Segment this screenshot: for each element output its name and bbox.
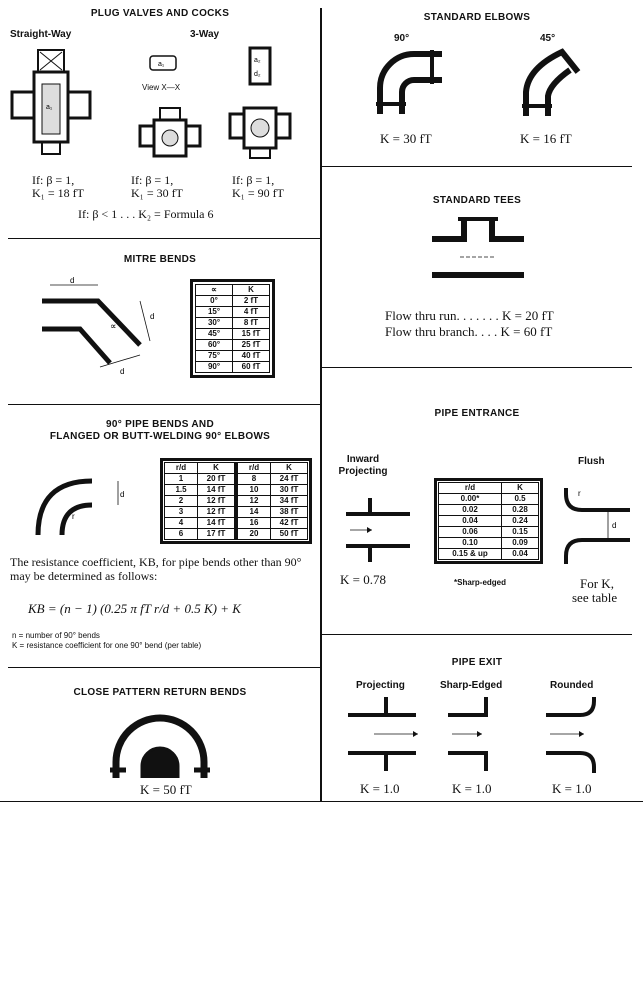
pipe-bends-right-cell: 50 fT xyxy=(271,529,308,540)
elbow-90-k: K = 30 fT xyxy=(380,131,432,146)
pipe-bends-right-row xyxy=(238,529,308,540)
pipe-bends-col-k-left: K xyxy=(198,463,236,474)
mitre-table-row xyxy=(196,362,270,373)
return-bend-drawing xyxy=(110,712,210,780)
pipe-bends-left-row xyxy=(165,529,236,540)
entrance-table-cell: 0.15 xyxy=(502,527,539,538)
pipe-bends-right-cell: 24 fT xyxy=(271,474,308,485)
pipe-bends-table xyxy=(160,458,312,544)
pipe-bends-left-cell: 14 fT xyxy=(198,518,236,529)
entrance-panel xyxy=(322,368,632,634)
mitre-table-cell: 15° xyxy=(196,307,233,318)
entrance-table-cell: 0.15 & up xyxy=(439,549,502,560)
mitre-table-cell: 75° xyxy=(196,351,233,362)
pipe-bends-right-cell: 8 xyxy=(238,474,271,485)
plug-cond-1: If: β = 1, xyxy=(32,173,75,187)
three-way-valve-drawing-2 xyxy=(228,44,292,164)
entrance-table-row xyxy=(439,505,539,516)
entrance-table-cell: 0.04 xyxy=(502,549,539,560)
flush-label: Flush xyxy=(578,456,605,467)
entrance-note: *Sharp-edged xyxy=(454,578,507,587)
entrance-table-cell: 0.02 xyxy=(439,505,502,516)
flush-k-2: see table xyxy=(572,590,618,605)
pipe-bends-right-cell: 42 fT xyxy=(271,518,308,529)
pipe-bends-left-cell: 2 xyxy=(165,496,198,507)
pipe-bends-left-row xyxy=(165,474,236,485)
svg-text:a₁: a₁ xyxy=(158,61,165,68)
pipe-bends-left-cell: 17 fT xyxy=(198,529,236,540)
mitre-table-cell: 2 fT xyxy=(233,296,270,307)
entrance-table-cell: 0.5 xyxy=(502,494,539,505)
mitre-table-row xyxy=(196,307,270,318)
svg-text:d: d xyxy=(120,490,125,499)
three-way-view-drawing xyxy=(142,56,186,86)
svg-text:d₂: d₂ xyxy=(254,71,261,78)
pipe-bends-right-row xyxy=(238,496,308,507)
pipe-bends-right-row xyxy=(238,485,308,496)
svg-text:∝: ∝ xyxy=(110,321,117,331)
svg-text:d: d xyxy=(612,521,617,530)
entrance-table-cell: 0.28 xyxy=(502,505,539,516)
pipe-bends-left-cell: 20 fT xyxy=(198,474,236,485)
pipe-bends-paragraph: The resistance coefficient, KB, for pipe bends other than 90° may be determined as follows: xyxy=(10,555,302,583)
return-bends-title: CLOSE PATTERN RETURN BENDS xyxy=(73,687,247,698)
pipe-bends-left-cell: 3 xyxy=(165,507,198,518)
tee-branch-k: Flow thru branch. . . . K = 60 fT xyxy=(385,324,553,339)
mitre-table xyxy=(190,279,275,378)
pipe-bends-left-cell: 12 fT xyxy=(198,496,236,507)
return-bend-k: K = 50 fT xyxy=(140,782,192,797)
straight-way-label: Straight-Way xyxy=(10,29,72,40)
exit-projecting-label: Projecting xyxy=(356,680,405,691)
mitre-bend-drawing xyxy=(40,275,170,375)
pipe-bends-right-cell: 20 xyxy=(238,529,271,540)
entrance-table-row xyxy=(439,549,539,560)
pipe-bends-right-row xyxy=(238,474,308,485)
mitre-table-row xyxy=(196,296,270,307)
entrance-table-cell: 0.00* xyxy=(439,494,502,505)
mitre-table-cell: 8 fT xyxy=(233,318,270,329)
mitre-table-cell: 45° xyxy=(196,329,233,340)
entrance-col-rd: r/d xyxy=(439,483,502,494)
flush-entrance-drawing xyxy=(560,486,632,566)
exit-sharp-k: K = 1.0 xyxy=(452,781,492,796)
tees-title: STANDARD TEES xyxy=(432,195,522,206)
mitre-table-row xyxy=(196,340,270,351)
entrance-table-row xyxy=(439,538,539,549)
three-way-label: 3-Way xyxy=(190,29,220,40)
entrance-col-k: K xyxy=(502,483,539,494)
plug-k-2: K₁ = 30 fT xyxy=(131,186,183,200)
elbows-title: STANDARD ELBOWS xyxy=(423,12,531,23)
mitre-table-cell: 60 fT xyxy=(233,362,270,373)
pipe-bends-note-2: K = resistance coefficient for one 90° bend (per table) xyxy=(12,641,202,650)
pipe-bends-left-row xyxy=(165,507,236,518)
pipe-bends-right-cell: 38 fT xyxy=(271,507,308,518)
mitre-table-cell: 90° xyxy=(196,362,233,373)
mitre-col-alpha: ∝ xyxy=(196,285,233,296)
elbow-90-label: 90° xyxy=(394,33,410,44)
exit-rounded-k: K = 1.0 xyxy=(552,781,592,796)
exit-rounded-drawing xyxy=(544,697,610,773)
inward-label: Inward Projecting xyxy=(338,454,388,477)
elbow-45-label: 45° xyxy=(540,33,556,44)
mitre-table-cell: 15 fT xyxy=(233,329,270,340)
pipe-bends-left-cell: 12 fT xyxy=(198,507,236,518)
pipe-bends-left-row xyxy=(165,496,236,507)
plug-cond-4: If: β < 1 . . . K₂ = Formula 6 xyxy=(78,207,214,221)
exit-title: PIPE EXIT xyxy=(451,657,503,668)
exit-sharp-drawing xyxy=(446,697,506,771)
entrance-table-row xyxy=(439,516,539,527)
mitre-table-cell: 60° xyxy=(196,340,233,351)
pipe-bends-right-cell: 16 xyxy=(238,518,271,529)
pipe-bends-note-1: n = number of 90° bends xyxy=(12,631,100,640)
entrance-table-cell: 0.04 xyxy=(439,516,502,527)
pipe-bends-right-cell: 14 xyxy=(238,507,271,518)
elbow-45-drawing xyxy=(518,48,598,120)
pipe-bends-left-cell: 1.5 xyxy=(165,485,198,496)
elbows-panel xyxy=(322,0,632,166)
pipe-bends-left-cell: 1 xyxy=(165,474,198,485)
mitre-table-cell: 30° xyxy=(196,318,233,329)
exit-sharp-label: Sharp-Edged xyxy=(440,680,503,691)
inward-entrance-drawing xyxy=(344,498,414,562)
mitre-panel xyxy=(0,239,320,404)
mitre-table-cell: 25 fT xyxy=(233,340,270,351)
return-bends-panel xyxy=(0,668,320,801)
bottom-rule xyxy=(0,801,643,802)
pipe-bends-right-cell: 34 fT xyxy=(271,496,308,507)
straight-way-valve-drawing xyxy=(10,44,90,164)
elbow-45-k: K = 16 fT xyxy=(520,131,572,146)
entrance-table-cell: 0.24 xyxy=(502,516,539,527)
svg-text:r: r xyxy=(72,512,75,521)
inward-k: K = 0.78 xyxy=(340,572,386,587)
pipe-bends-title-1: 90° PIPE BENDS AND xyxy=(106,419,214,430)
svg-text:d: d xyxy=(120,367,125,376)
entrance-table-cell: 0.06 xyxy=(439,527,502,538)
entrance-title: PIPE ENTRANCE xyxy=(434,408,520,419)
mitre-table-row xyxy=(196,351,270,362)
exit-panel xyxy=(322,635,632,801)
mitre-table-cell: 4 fT xyxy=(233,307,270,318)
entrance-table xyxy=(434,478,543,564)
svg-text:a₂: a₂ xyxy=(254,57,261,64)
pipe-bends-right-cell: 30 fT xyxy=(271,485,308,496)
flush-k-1: For K, xyxy=(580,576,614,591)
entrance-table-row xyxy=(439,494,539,505)
pipe-bends-left-cell: 14 fT xyxy=(198,485,236,496)
tee-drawing xyxy=(430,217,526,281)
plug-cond-3: If: β = 1, xyxy=(232,173,275,187)
mitre-col-k: K xyxy=(233,285,270,296)
pipe-bend-drawing xyxy=(34,475,134,541)
pipe-bends-col-k-right: K xyxy=(271,463,308,474)
plug-valves-title: PLUG VALVES AND COCKS xyxy=(90,8,230,19)
plug-k-3: K₁ = 90 fT xyxy=(232,186,284,200)
three-way-valve-drawing-1 xyxy=(140,108,200,163)
pipe-bends-panel xyxy=(0,405,320,667)
pipe-bends-right-row xyxy=(238,518,308,529)
pipe-bends-right-cell: 12 xyxy=(238,496,271,507)
pipe-bends-left-row xyxy=(165,518,236,529)
pipe-bends-right-cell: 10 xyxy=(238,485,271,496)
mitre-title: MITRE BENDS xyxy=(123,254,197,265)
pipe-bends-title-2: FLANGED OR BUTT-WELDING 90° ELBOWS xyxy=(49,431,271,442)
exit-rounded-label: Rounded xyxy=(550,680,594,691)
pipe-bends-col-rd-right: r/d xyxy=(238,463,271,474)
entrance-table-cell: 0.10 xyxy=(439,538,502,549)
svg-text:d: d xyxy=(150,312,155,321)
mitre-table-cell: 0° xyxy=(196,296,233,307)
pipe-bends-left-row xyxy=(165,485,236,496)
view-xx-label: View X—X xyxy=(142,83,181,92)
pipe-bends-col-rd-left: r/d xyxy=(165,463,198,474)
svg-text:r: r xyxy=(578,489,581,498)
pipe-bends-left-cell: 4 xyxy=(165,518,198,529)
svg-text:a₁: a₁ xyxy=(46,104,53,111)
pipe-bends-left-cell: 6 xyxy=(165,529,198,540)
pipe-bends-right-row xyxy=(238,507,308,518)
entrance-table-cell: 0.09 xyxy=(502,538,539,549)
exit-projecting-drawing xyxy=(346,697,420,771)
mitre-table-cell: 40 fT xyxy=(233,351,270,362)
plug-valves-panel xyxy=(0,0,320,238)
svg-text:d: d xyxy=(70,276,75,285)
pipe-bends-formula: KB = (n − 1) (0.25 π fT r/d + 0.5 K) + K xyxy=(28,601,241,616)
exit-projecting-k: K = 1.0 xyxy=(360,781,400,796)
plug-cond-2: If: β = 1, xyxy=(131,173,174,187)
entrance-table-row xyxy=(439,527,539,538)
mitre-table-row xyxy=(196,329,270,340)
mitre-table-row xyxy=(196,318,270,329)
elbow-90-drawing xyxy=(372,48,452,118)
tees-panel xyxy=(322,167,632,367)
plug-k-1: K₁ = 18 fT xyxy=(32,186,84,200)
tee-run-k: Flow thru run. . . . . . . K = 20 fT xyxy=(385,308,554,323)
